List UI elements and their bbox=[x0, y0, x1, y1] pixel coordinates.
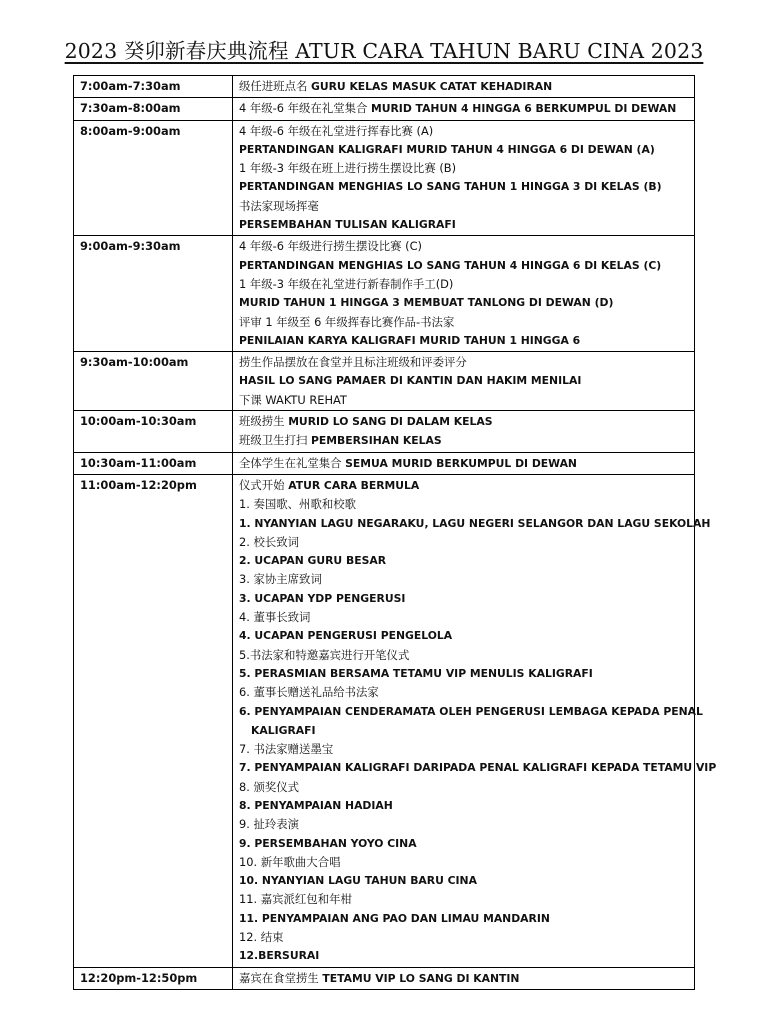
chinese-text: 全体学生在礼堂集合 bbox=[239, 455, 346, 470]
activity-line bbox=[239, 256, 694, 275]
activity-line bbox=[239, 177, 694, 196]
activity-line bbox=[239, 664, 694, 683]
time-slot: 9:00am-9:30am bbox=[74, 236, 233, 352]
schedule-table bbox=[73, 75, 717, 990]
activity-line bbox=[239, 533, 694, 551]
malay-text: 11. PENYAMPAIAN ANG PAO DAN LIMAU MANDARIN bbox=[239, 911, 550, 925]
activity-line bbox=[239, 853, 694, 871]
malay-text: PERTANDINGAN MENGHIAS LO SANG TAHUN 1 HINGGA 3 DI KELAS (B) bbox=[239, 180, 662, 194]
schedule-row bbox=[74, 411, 695, 453]
malay-text: 3. UCAPAN YDP PENGERUSI bbox=[239, 591, 406, 605]
malay-text: SEMUA MURID BERKUMPUL DI DEWAN bbox=[345, 456, 577, 470]
malay-text: MURID TAHUN 4 HINGGA 6 BERKUMPUL DI DEWAN bbox=[370, 102, 677, 116]
schedule-row bbox=[74, 98, 695, 120]
activity-line bbox=[239, 626, 694, 645]
chinese-text: 级任进班点名 bbox=[239, 79, 311, 93]
activity-line bbox=[239, 815, 694, 833]
document-title: 2023 癸卯新春庆典流程 ATUR CARA TAHUN BARU CINA 2023 bbox=[64, 39, 704, 63]
time-slot: 12:20pm-12:50pm bbox=[74, 967, 233, 989]
chinese-text: 书法家现场挥毫 bbox=[239, 198, 319, 213]
activity-line bbox=[239, 796, 694, 815]
activity-line bbox=[239, 159, 694, 177]
activity-line bbox=[239, 608, 694, 626]
activity-line bbox=[239, 834, 694, 853]
activity-cell bbox=[233, 452, 695, 474]
activity-line bbox=[239, 514, 711, 533]
chinese-text: 7. 书法家赠送墨宝 bbox=[239, 742, 334, 757]
malay-text: PEMBERSIHAN KELAS bbox=[310, 434, 442, 448]
activity-line bbox=[239, 570, 694, 588]
malay-text: 12.BERSURAI bbox=[239, 949, 320, 963]
activity-line bbox=[239, 551, 694, 570]
activity-line bbox=[239, 740, 694, 758]
malay-text: 7. PENYAMPAIAN KALIGRAFI DARIPADA PENAL KALIGRAFI KEPADA TETAMU VIP bbox=[239, 761, 717, 775]
activity-line bbox=[239, 215, 694, 234]
chinese-text: 1 年级-3 年级在班上进行捞生摆设比赛 (B) bbox=[239, 161, 457, 176]
malay-text: ATUR CARA BERMULA bbox=[288, 478, 420, 492]
activity-line bbox=[239, 454, 694, 473]
activity-line bbox=[239, 391, 694, 409]
activity-line bbox=[239, 197, 694, 215]
chinese-text: 1. 奏国歌、州歌和校歌 bbox=[239, 497, 357, 512]
schedule-row bbox=[74, 452, 695, 474]
activity-line bbox=[239, 646, 694, 664]
malay-text: 4. UCAPAN PENGERUSI PENGELOLA bbox=[239, 629, 453, 643]
time-slot: 9:30am-10:00am bbox=[74, 352, 233, 411]
activity-line bbox=[239, 495, 694, 513]
schedule-row bbox=[74, 76, 695, 98]
activity-cell bbox=[233, 967, 695, 989]
activity-line bbox=[239, 140, 694, 159]
activity-line bbox=[239, 946, 694, 965]
schedule-row bbox=[74, 352, 695, 411]
activity-line bbox=[239, 371, 694, 390]
activity-line bbox=[239, 778, 694, 796]
chinese-text: 4 年级-6 年级在礼堂进行挥春比赛 (A) bbox=[239, 123, 434, 138]
chinese-text: 1 年级-3 年级在礼堂进行新春制作手工(D) bbox=[239, 276, 454, 291]
activity-line bbox=[239, 412, 694, 431]
activity-line bbox=[239, 589, 694, 608]
activity-cell bbox=[233, 411, 695, 453]
activity-line bbox=[239, 871, 694, 890]
activity-cell bbox=[233, 120, 695, 236]
activity-line bbox=[239, 77, 694, 96]
activity-cell bbox=[233, 98, 695, 120]
chinese-text: 3. 家协主席致词 bbox=[239, 572, 322, 587]
chinese-text: 班级卫生打扫 bbox=[239, 433, 311, 448]
chinese-text: 8. 颁奖仪式 bbox=[239, 779, 300, 794]
activity-line bbox=[239, 431, 694, 450]
activity-cell bbox=[233, 236, 695, 352]
chinese-text: 班级捞生 bbox=[239, 414, 289, 429]
malay-text: 9. PERSEMBAHAN YOYO CINA bbox=[239, 836, 417, 850]
schedule-row bbox=[74, 120, 695, 236]
chinese-text: 嘉宾在食堂捞生 bbox=[239, 970, 323, 985]
chinese-text: 12. 结束 bbox=[239, 930, 284, 945]
malay-text: 6. PENYAMPAIAN CENDERAMATA OLEH PENGERUSI LEMBAGA KEPADA PENAL bbox=[239, 704, 703, 718]
activity-cell bbox=[233, 76, 695, 98]
activity-line bbox=[239, 313, 694, 331]
time-slot: 8:00am-9:00am bbox=[74, 120, 233, 236]
activity-line bbox=[239, 890, 694, 908]
chinese-text: 仪式开始 bbox=[239, 477, 289, 492]
activity-line bbox=[239, 683, 694, 701]
chinese-text: 4 年级-6 年级进行捞生摆设比赛 (C) bbox=[239, 239, 422, 254]
activity-line bbox=[239, 702, 703, 721]
schedule-row bbox=[74, 967, 695, 989]
chinese-text: 11. 嘉宾派红包和年柑 bbox=[239, 892, 352, 907]
time-slot: 11:00am-12:20pm bbox=[74, 474, 233, 967]
activity-line bbox=[239, 721, 694, 740]
time-slot: 10:00am-10:30am bbox=[74, 411, 233, 453]
time-slot: 10:30am-11:00am bbox=[74, 452, 233, 474]
malay-text: PERSEMBAHAN TULISAN KALIGRAFI bbox=[239, 218, 456, 232]
malay-text: 5. PERASMIAN BERSAMA TETAMU VIP MENULIS KALIGRAFI bbox=[239, 666, 593, 680]
schedule-body bbox=[74, 76, 717, 990]
chinese-text: 评审 1 年级至 6 年级挥春比赛作品-书法家 bbox=[239, 314, 455, 329]
malay-text: MURID TAHUN 1 HINGGA 3 MEMBUAT TANLONG DI DEWAN (D) bbox=[239, 296, 614, 310]
chinese-text: 6. 董事长赠送礼品给书法家 bbox=[239, 685, 379, 700]
activity-line bbox=[239, 969, 694, 988]
time-slot: 7:30am-8:00am bbox=[74, 98, 233, 120]
chinese-text: 4 年级-6 年级在礼堂集合 bbox=[239, 101, 371, 116]
time-slot: 7:00am-7:30am bbox=[74, 76, 233, 98]
activity-line bbox=[239, 909, 694, 928]
malay-text: PERTANDINGAN MENGHIAS LO SANG TAHUN 4 HINGGA 6 DI KELAS (C) bbox=[239, 258, 662, 272]
schedule-row bbox=[74, 474, 695, 967]
malay-text: 2. UCAPAN GURU BESAR bbox=[239, 554, 387, 568]
activity-line bbox=[239, 476, 694, 495]
malay-text: 1. NYANYIAN LAGU NEGARAKU, LAGU NEGERI SELANGOR DAN LAGU SEKOLAH bbox=[239, 516, 711, 530]
activity-line bbox=[239, 99, 694, 118]
schedule-row bbox=[74, 236, 695, 352]
activity-line bbox=[239, 758, 717, 777]
chinese-text: 4. 董事长致词 bbox=[239, 610, 311, 625]
chinese-text: 2. 校长致词 bbox=[239, 534, 300, 549]
activity-line bbox=[239, 353, 694, 371]
activity-line bbox=[239, 275, 694, 293]
activity-line bbox=[239, 293, 694, 312]
chinese-text: 10. 新年歌曲大合唱 bbox=[239, 854, 341, 869]
chinese-text: 下课 WAKTU REHAT bbox=[239, 392, 347, 407]
malay-text: 8. PENYAMPAIAN HADIAH bbox=[239, 798, 393, 812]
activity-cell bbox=[233, 474, 717, 967]
chinese-text: 9. 扯玲表演 bbox=[239, 817, 300, 832]
malay-text: TETAMU VIP LO SANG DI KANTIN bbox=[322, 971, 520, 985]
activity-line bbox=[239, 331, 694, 350]
malay-text: MURID LO SANG DI DALAM KELAS bbox=[288, 415, 493, 429]
chinese-text: 5.书法家和特邀嘉宾进行开笔仪式 bbox=[239, 647, 410, 662]
malay-text: GURU KELAS MASUK CATAT KEHADIRAN bbox=[310, 80, 553, 93]
activity-line bbox=[239, 122, 694, 140]
activity-line bbox=[239, 928, 694, 946]
malay-text: KALIGRAFI bbox=[251, 723, 316, 737]
malay-text: 10. NYANYIAN LAGU TAHUN BARU CINA bbox=[239, 874, 477, 888]
malay-text: HASIL LO SANG PAMAER DI KANTIN DAN HAKIM MENILAI bbox=[239, 374, 582, 388]
activity-line bbox=[239, 237, 694, 255]
activity-cell bbox=[233, 352, 695, 411]
malay-text: PENILAIAN KARYA KALIGRAFI MURID TAHUN 1 HINGGA 6 bbox=[239, 333, 581, 347]
chinese-text: 捞生作品摆放在食堂并且标注班级和评委评分 bbox=[239, 355, 467, 370]
malay-text: PERTANDINGAN KALIGRAFI MURID TAHUN 4 HINGGA 6 DI DEWAN (A) bbox=[239, 142, 655, 156]
